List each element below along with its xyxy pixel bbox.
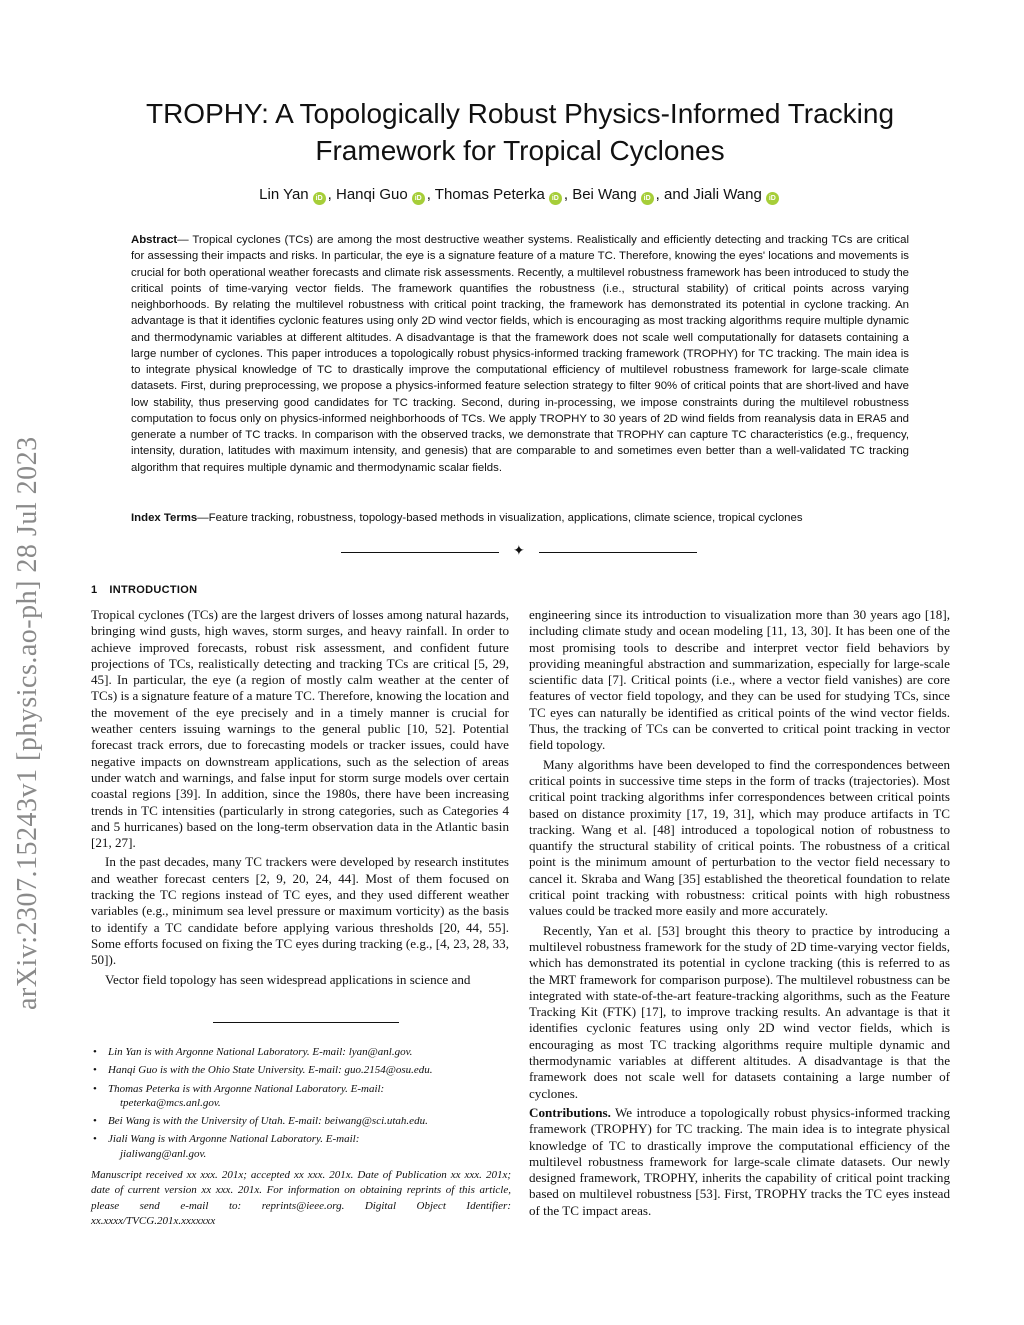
abstract xyxy=(131,232,909,476)
footnote-item xyxy=(91,1114,511,1128)
author-separator: , xyxy=(426,186,435,203)
bullet-icon: • xyxy=(93,1064,97,1077)
right-column xyxy=(529,607,950,1222)
footnote-item xyxy=(91,1063,511,1077)
bullet-icon: • xyxy=(93,1115,97,1128)
paragraph: Recently, Yan et al. [53] brought this theory to practice by introducing a multilevel robustness framework for the study of 2D time-varying vector fields, which has demonstrated its potential in cyclone tracking (this is referred to as the MRT framework for comparison purpose). The multilevel robustness can be integrated with state-of-the-art feature-tracking algorithms, such as the Feature Tracking Kit (FTK) [17], to improve tracking results. An advantage is that it identifies cyclonic features using only 2D wind vector fields, which is encouraging as most TC tracking algorithms require multiple dynamic and thermodynamic variables at different altitudes. A disadvantage is that the framework does not scale well for datasets containing a large number of cyclones. xyxy=(529,922,950,1101)
title-line-1: TROPHY: A Topologically Robust Physics-Informed Tracking xyxy=(145,98,895,129)
section-title: INTRODUCTION xyxy=(109,584,198,596)
author-name: Hanqi Guo xyxy=(336,186,408,203)
footnote-item xyxy=(91,1045,511,1059)
abstract-label: Abstract xyxy=(131,234,178,246)
author-separator: , and xyxy=(655,186,694,203)
index-terms-label: Index Terms xyxy=(131,512,198,524)
paper-title xyxy=(100,95,940,169)
contributions-label: Contributions. xyxy=(529,1104,611,1120)
paragraph: Many algorithms have been developed to find the correspondences between critical points in successive time steps in the form of tracks (trajectories). Most critical point tracking algorithms infer correspondences between critical points based on distance proximity [17, 19, 31], which may produce artifacts in TC tracking. Wang et al. [48] introduced a topological notion of robustness to quantify the structural stability of critical points. The robustness of a critical point is the minimum amount of perturbation to the vector field necessary to cancel it. Skraba and Wang [35] established the theoretical foundation to relate critical point tracking with robustness: critical points with high robustness values could be tracked more easily and more accurately. xyxy=(529,756,950,919)
footnote-text: Hanqi Guo is with the Ohio State University. E-mail: guo.2154@osu.edu. xyxy=(108,1064,433,1077)
paragraph: Vector field topology has seen widespread applications in science and xyxy=(105,971,471,987)
paragraph: In the past decades, many TC trackers were developed by research institutes and weather forecast centers [2, 9, 20, 24, 44]. Most of them focused on tracking the TC regions instead of TC eyes, and they used different weather variables (e.g., minimum sea level pressure or maximum vorticity) as the basis to identify a TC candidate before applying various thresholds [20, 44, 55]. Some efforts focused on fixing the TC eyes during tracking (e.g., [4, 23, 28, 33, 50]). xyxy=(91,854,509,968)
divider-line-left xyxy=(341,552,499,553)
index-terms-text: —Feature tracking, robustness, topology-based methods in visualization, applications, climate science, tropical cyclones xyxy=(197,512,803,524)
footnote-item xyxy=(91,1132,511,1161)
author-name: Thomas Peterka xyxy=(434,186,545,203)
footnote-text: Bei Wang is with the University of Utah. E-mail: beiwang@sci.utah.edu. xyxy=(108,1115,428,1128)
orcid-icon[interactable]: iD xyxy=(549,192,562,205)
paragraph: engineering since its introduction to visualization more than 30 years ago [18], including climate study and ocean modeling [11, 13, 30]. It has been one of the most promising tools to describe and interpret vector field behaviors by providing meaningful abstraction and summarization, especially for large-scale scientific data [7]. Critical points (i.e., where a vector field vanishes) are core features of vector field topology, and they can be used for studying TCs, since TC eyes can naturally be identified as critical points of the wind vector fields. Thus, the tracking of TCs can be converted to critical point tracking in vector field topology. xyxy=(529,607,950,753)
arxiv-identifier: arXiv:2307.15243v1 [physics.ao-ph] 28 Jul 2023 xyxy=(12,436,43,1010)
author-name: Jiali Wang xyxy=(693,186,762,203)
orcid-icon[interactable]: iD xyxy=(641,192,654,205)
diamond-icon: ✦ xyxy=(513,544,525,559)
section-heading xyxy=(91,584,197,596)
index-terms xyxy=(131,510,921,526)
title-line-2: Framework for Tropical Cyclones xyxy=(315,135,725,166)
author-separator: , xyxy=(563,186,573,203)
footnote-email: jialiwang@anl.gov. xyxy=(120,1147,207,1160)
footnote-rule xyxy=(213,1022,399,1023)
author-affiliations xyxy=(91,1045,511,1165)
bullet-icon: • xyxy=(93,1082,97,1095)
divider-line-right xyxy=(539,552,697,553)
contributions-text: We introduce a topologically robust physics-informed tracking framework (TROPHY) for TC tracking. The main idea is to integrate physical knowledge of TC to drastically improve the computational efficiency of the multilevel robustness framework for large-scale climate datasets. Our newly designed framework, TROPHY, inherits the capability of critical point tracking based on multilevel robustness [53]. First, TROPHY tracks the TC eyes instead of the TC impact areas. xyxy=(529,1104,950,1218)
section-number: 1 xyxy=(91,584,98,596)
orcid-icon[interactable]: iD xyxy=(412,192,425,205)
left-column xyxy=(91,607,509,991)
bullet-icon: • xyxy=(93,1133,97,1146)
footnote-email: tpeterka@mcs.anl.gov. xyxy=(120,1096,221,1109)
manuscript-note: Manuscript received xx xxx. 201x; accepted xx xxx. 201x. Date of Publication xx xxx. 201x; date of current version xx xxx. 201x. For information on obtaining reprints of this article, please send e-mail to: reprints@ieee.org. Digital Object Identifier: xx.xxxx/TVCG.201x.xxxxxxx xyxy=(91,1169,511,1227)
author-list xyxy=(100,186,940,205)
author-name: Lin Yan xyxy=(259,186,309,203)
author-separator: , xyxy=(327,186,336,203)
footnote-text: Lin Yan is with Argonne National Laboratory. E-mail: lyan@anl.gov. xyxy=(108,1046,413,1058)
author-name: Bei Wang xyxy=(572,186,637,203)
orcid-icon[interactable]: iD xyxy=(766,192,779,205)
footnote-item xyxy=(91,1082,511,1111)
orcid-icon[interactable]: iD xyxy=(313,192,326,205)
paragraph: Tropical cyclones (TCs) are the largest drivers of losses among natural hazards, bringing wind gusts, high waves, storm surges, and heavy rainfall. In order to achieve improved forecasts, robust risk assessment, and confident future projections of TCs, realistically detecting and tracking TCs are critical [5, 29, 45]. In particular, the eye (a region of mostly calm weather at the center of TCs) is a signature feature of a mature TC. Therefore, knowing the location and the movement of the eye precisely and in a timely manner is crucial for weather centers issuing warnings to the general public [10, 52]. Potential forecast track errors, due to forecasting models or tracker issues, could have negative impacts on downstream applications, such as the selection of areas under watch and warnings, and false input for storm surge models over certain coastal regions [39]. In addition, since the 1980s, there have been increasing trends in TC intensities (particularly in strong categories, such as Categories 4 and 5 hurricanes) based on the long-term observation data in the Atlantic basin [21, 27]. xyxy=(91,607,510,851)
footnote-text: Thomas Peterka is with Argonne National Laboratory. E-mail: xyxy=(108,1082,385,1095)
bullet-icon: • xyxy=(93,1046,97,1058)
section-divider xyxy=(341,544,698,560)
contributions-paragraph xyxy=(529,1105,950,1219)
footnote-text: Jiali Wang is with Argonne National Laboratory. E-mail: xyxy=(108,1133,360,1146)
abstract-text: — Tropical cyclones (TCs) are among the most destructive weather systems. Realistically and efficiently detecting and tracking TCs are critical for assessing their impacts and risks. In particular, the eye is a signature feature of a mature TC. Therefore, knowing the eyes' locations and movements is crucial for both operational weather forecasts and climate risk assessments. Recently, a multilevel robustness framework has been introduced to study the critical points of time-varying vector fields. The framework quantifies the robustness (i.e., structural stability) of critical points across varying neighborhoods. By relating the multilevel robustness with critical point tracking, the framework has demonstrated its potential in cyclone tracking. An advantage is that it identifies cyclonic features using only 2D wind vector fields, which is encouraging as most tracking algorithms require multiple dynamic and thermodynamic variables at different altitudes. A disadvantage is that the framework does not scale well computationally for datasets containing a large number of cyclones. This paper introduces a topologically robust physics-informed tracking framework (TROPHY) for TC tracking. The main idea is to integrate physical knowledge of TC to drastically improve the computational efficiency of multilevel robustness framework for large-scale climate datasets. First, during preprocessing, we propose a physics-informed feature selection strategy to filter 90% of critical points that are short-lived and have low stability, thus preserving good candidates for TC tracking. Second, during in-processing, we impose constraints during the multilevel robustness computation to focus only on physics-informed neighborhoods of TCs. We apply TROPHY to 30 years of 2D wind fields from reanalysis data in ERA5 and generate a number of TC tracks. In comparison with the observed tracks, we demonstrate that TROPHY can capture TC characteristics (e.g., frequency, intensity, duration, latitudes with maximum intensity, and genesis) that are comparable to and sometimes even better than a well-validated TC tracking algorithm that requires multiple dynamic and thermodynamic scalar fields. xyxy=(131,234,909,474)
